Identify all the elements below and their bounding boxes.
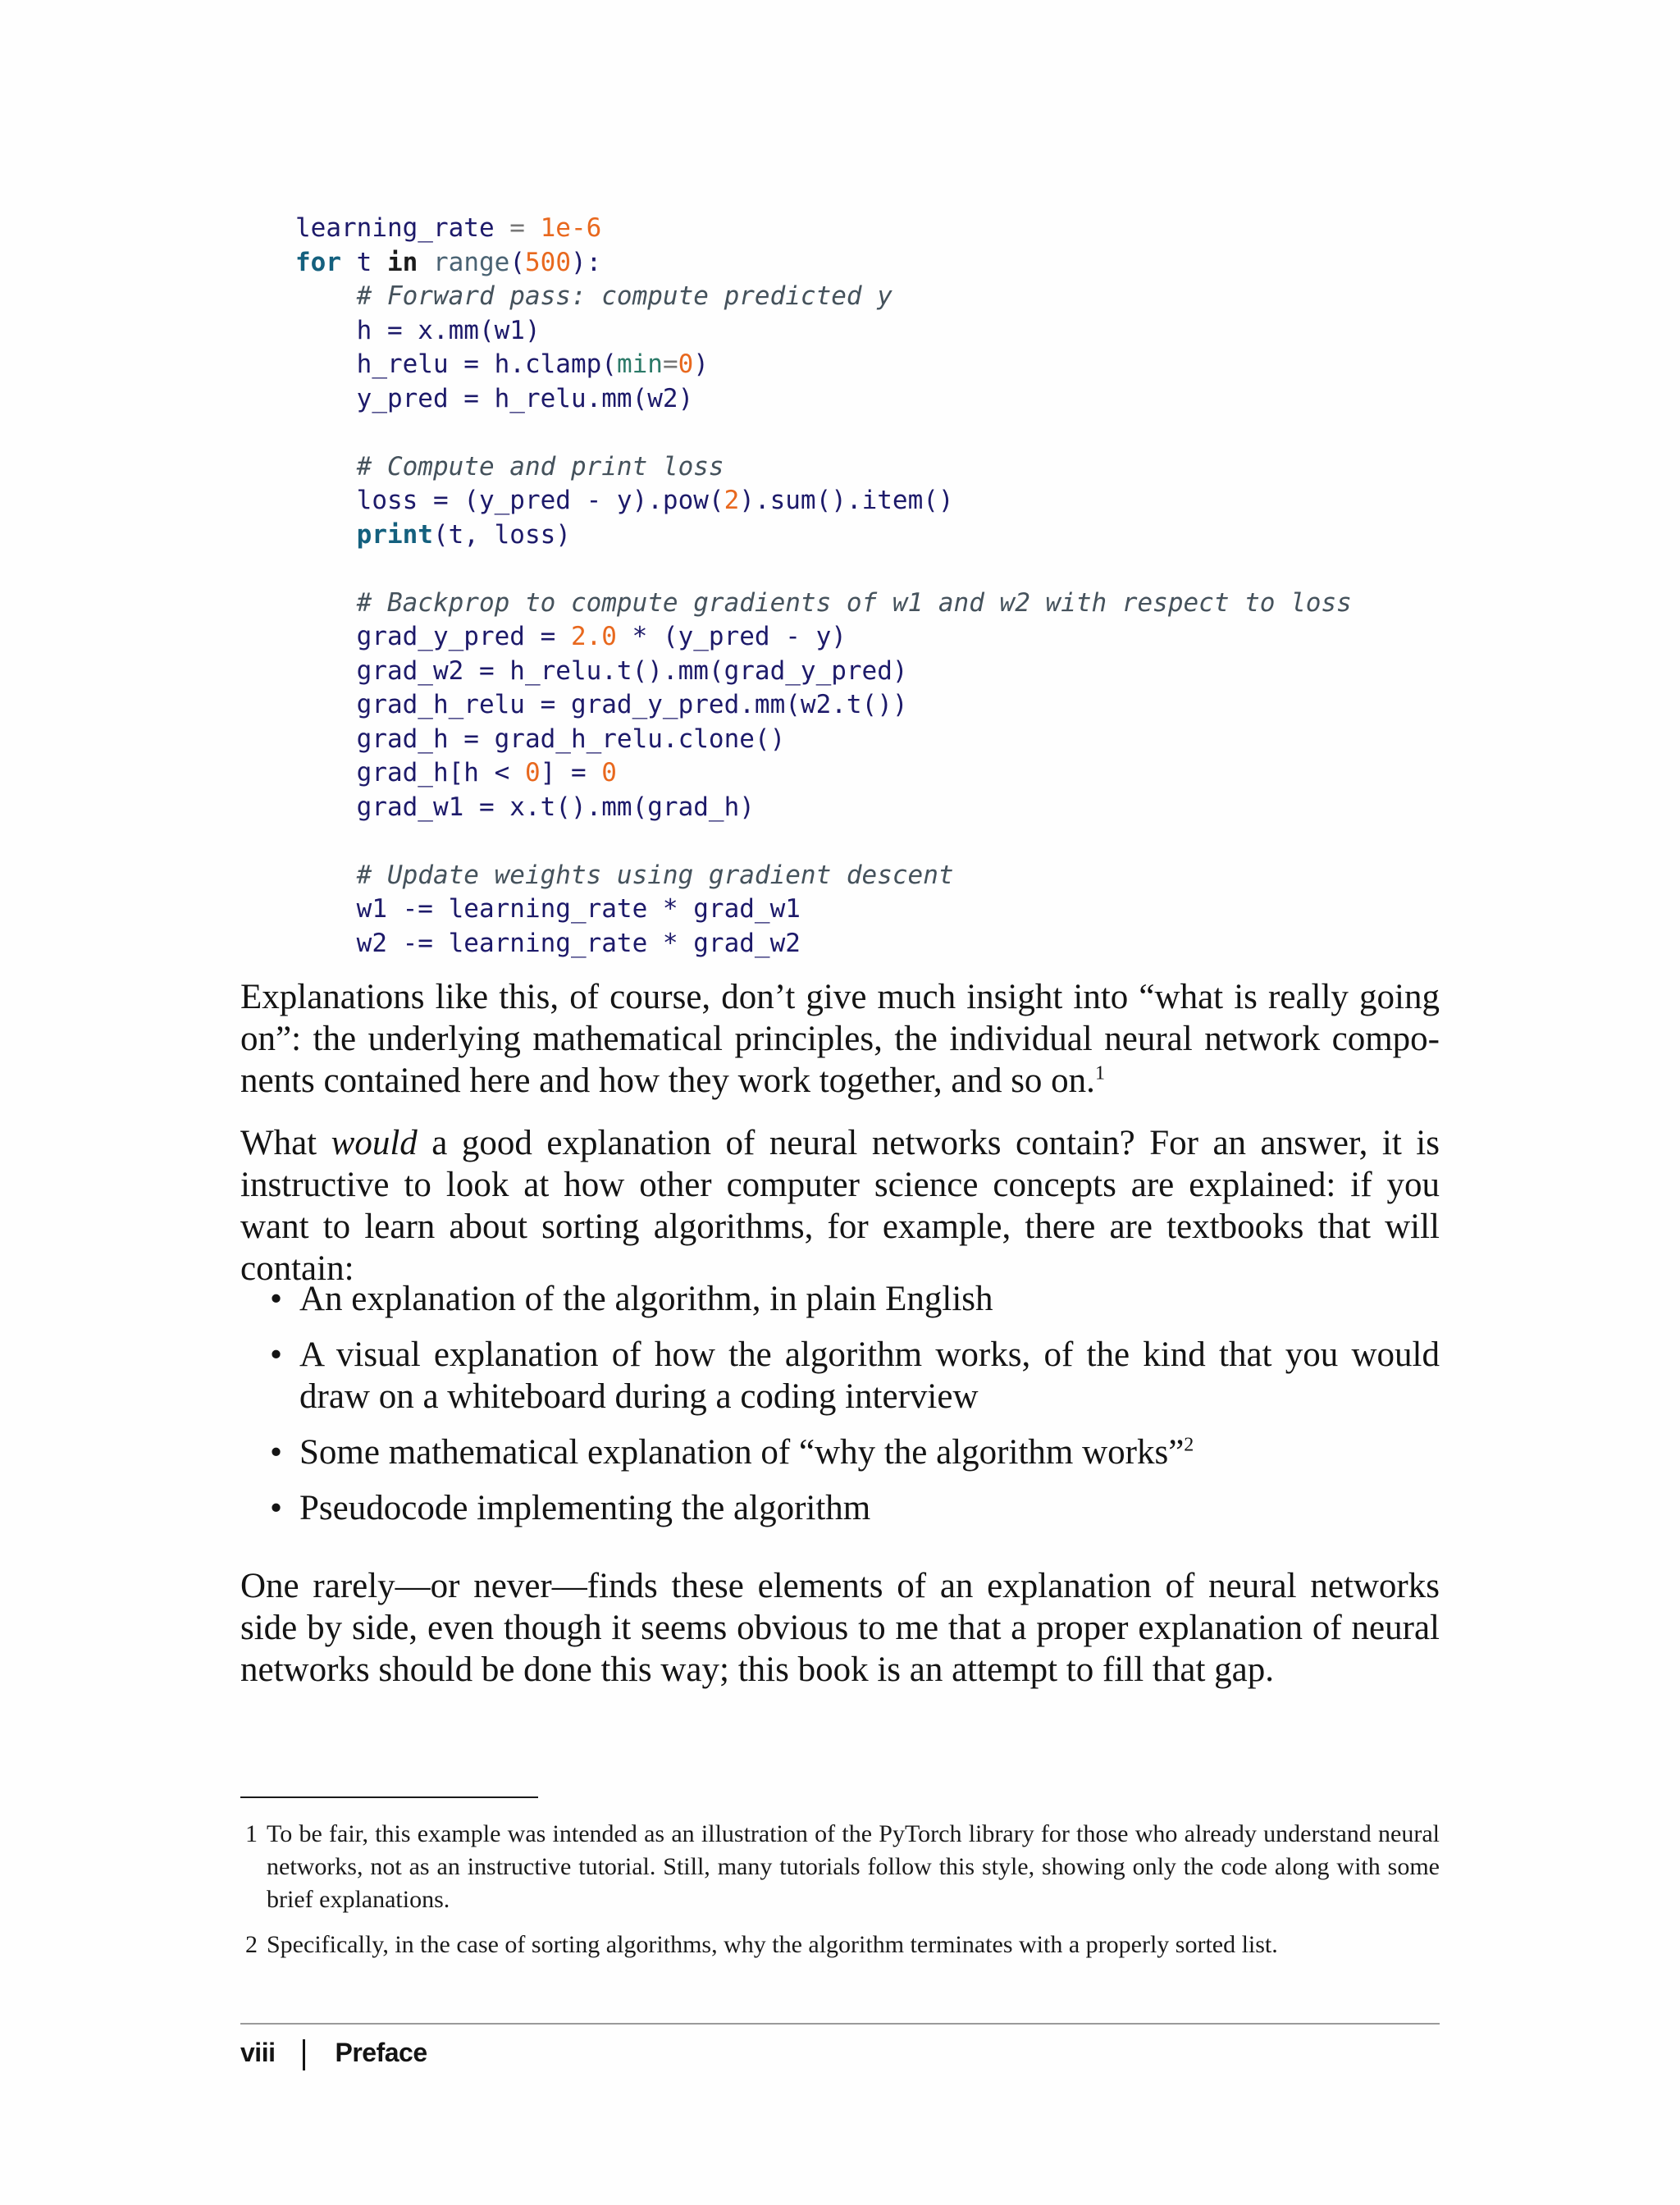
code-line bbox=[295, 688, 1352, 723]
code-token: y_pred = h_relu.mm(w2) bbox=[356, 383, 694, 413]
paragraph-text: What bbox=[240, 1124, 331, 1162]
footnote-divider bbox=[240, 1796, 538, 1798]
page-footer bbox=[240, 2031, 427, 2074]
bullet-icon: • bbox=[270, 1489, 283, 1527]
code-token: h = x.mm(w1) bbox=[356, 315, 541, 345]
code-line bbox=[295, 348, 1352, 382]
bullet-icon: • bbox=[270, 1280, 283, 1318]
list-item-text: Pseudocode implementing the algorithm bbox=[299, 1489, 871, 1527]
code-line bbox=[295, 620, 1352, 655]
code-builtin: range bbox=[433, 247, 510, 277]
code-comment: # Compute and print loss bbox=[356, 451, 724, 482]
running-section-title: Preface bbox=[335, 2038, 427, 2067]
list-item bbox=[240, 1431, 1440, 1473]
code-blank-line bbox=[295, 416, 1352, 450]
code-line bbox=[295, 314, 1352, 349]
code-token bbox=[418, 248, 433, 277]
code-token: grad_h = grad_h_relu.clone() bbox=[356, 724, 786, 754]
code-token: grad_w2 = h_relu.t().mm(grad_y_pred) bbox=[356, 655, 908, 686]
code-token: = bbox=[494, 213, 541, 243]
code-number: 0 bbox=[601, 758, 617, 788]
code-number: 0 bbox=[524, 758, 541, 788]
list-item bbox=[240, 1278, 1440, 1320]
paragraph-rarely-never bbox=[240, 1565, 1440, 1691]
code-line bbox=[295, 927, 1352, 961]
code-line bbox=[295, 382, 1352, 417]
code-keyword: for bbox=[295, 247, 341, 277]
emphasis-text: would bbox=[331, 1124, 418, 1162]
footnote-1 bbox=[240, 1818, 1440, 1916]
code-keyword-arg: min bbox=[616, 349, 663, 379]
code-token: ] = bbox=[540, 758, 602, 788]
list-item bbox=[240, 1334, 1440, 1418]
code-token: grad_w1 = x.t().mm(grad_h) bbox=[356, 792, 755, 822]
code-number: 500 bbox=[525, 247, 571, 277]
bullet-list bbox=[240, 1278, 1440, 1543]
list-item-text: A visual explanation of how the algorithm works, of the kind that you would draw on a whiteboard during a coding interview bbox=[299, 1335, 1440, 1416]
bullet-icon: • bbox=[270, 1433, 283, 1472]
code-blank-line bbox=[295, 824, 1352, 859]
page-footer-divider bbox=[240, 2023, 1440, 2025]
code-token: ).sum().item() bbox=[739, 486, 954, 515]
code-token: grad_y_pred = bbox=[356, 622, 571, 651]
code-line bbox=[295, 756, 1352, 791]
footnote-text: To be fair, this example was intended as an illustration of the PyTorch library for those who already understand neural networks, not as an instructive tutorial. Still, many tutorials follow this style, showing only the code along with some brief explanations. bbox=[267, 1820, 1440, 1913]
code-token: ) bbox=[693, 349, 709, 379]
footnote-number: 1 bbox=[245, 1820, 258, 1847]
paragraph-good-explanation bbox=[240, 1122, 1440, 1290]
code-token: * (y_pred - y) bbox=[616, 622, 847, 651]
code-line bbox=[295, 655, 1352, 689]
code-line bbox=[295, 791, 1352, 825]
footnote-number: 2 bbox=[245, 1931, 258, 1958]
code-token: h_relu = h.clamp( bbox=[356, 349, 617, 379]
code-line bbox=[295, 723, 1352, 757]
paragraph-text: a good explanation of neural networks contain? For an answer, it is instructive to look at how other computer science concepts are explained: if you want to learn about sorting algorithms, for example, there are textbooks that will contain: bbox=[240, 1124, 1440, 1288]
code-token: learning_rate bbox=[295, 213, 495, 243]
footnote-text: Specifically, in the case of sorting algorithms, why the algorithm terminates with a properly sorted list. bbox=[267, 1931, 1278, 1958]
code-line bbox=[295, 587, 1352, 621]
footnote-reference[interactable]: 1 bbox=[1094, 1062, 1105, 1084]
code-token: w2 -= learning_rate * grad_w2 bbox=[356, 928, 801, 958]
code-number: 0 bbox=[678, 349, 694, 379]
code-keyword: in bbox=[387, 247, 418, 277]
code-line bbox=[295, 280, 1352, 314]
list-item-text: Some mathematical explanation of “why the algorithm works” bbox=[299, 1433, 1185, 1472]
code-comment: # Backprop to compute gradients of w1 and w2 with respect to loss bbox=[356, 587, 1352, 618]
bullet-icon: • bbox=[270, 1335, 283, 1374]
code-comment: # Update weights using gradient descent bbox=[356, 860, 954, 890]
paragraph-text: Explanations like this, of course, don’t give much insight into “what is really going on”: the underlying mathematical principles, the individual neural network components contained here and how they work together, and so on. bbox=[240, 978, 1440, 1100]
list-item-text: An explanation of the algorithm, in plain English bbox=[299, 1280, 993, 1318]
code-blank-line bbox=[295, 552, 1352, 587]
paragraph-explanations bbox=[240, 976, 1440, 1102]
code-line bbox=[295, 212, 1352, 246]
paragraph-text: One rarely—or never—finds these elements of an explanation of neural networks side by side, even though it seems obvious to me that a proper explanation of neural networks should be done this way; this book is an attempt to fill that gap. bbox=[240, 1567, 1440, 1689]
code-token: loss = (y_pred - y).pow( bbox=[356, 486, 724, 515]
code-line bbox=[295, 246, 1352, 281]
code-line bbox=[295, 484, 1352, 518]
code-token: grad_h[h < bbox=[356, 758, 525, 788]
code-token: (t, loss) bbox=[432, 519, 571, 550]
code-keyword: print bbox=[356, 519, 433, 550]
list-item bbox=[240, 1487, 1440, 1529]
footnote-2 bbox=[240, 1929, 1440, 1961]
code-operator: = bbox=[662, 349, 678, 379]
code-line bbox=[295, 450, 1352, 485]
code-line bbox=[295, 859, 1352, 893]
code-line bbox=[295, 892, 1352, 927]
code-token: ( bbox=[509, 247, 525, 277]
code-number: 2 bbox=[724, 486, 740, 515]
code-comment: # Forward pass: compute predicted y bbox=[356, 281, 892, 311]
code-token: grad_h_relu = grad_y_pred.mm(w2.t()) bbox=[356, 690, 908, 719]
code-number: 1e-6 bbox=[540, 213, 602, 243]
code-block bbox=[295, 212, 1352, 961]
code-line bbox=[295, 518, 1352, 553]
footer-separator bbox=[303, 2039, 305, 2070]
page-number: viii bbox=[240, 2038, 276, 2067]
code-token: ): bbox=[571, 247, 602, 277]
code-token: w1 -= learning_rate * grad_w1 bbox=[356, 894, 801, 924]
footnote-reference[interactable]: 2 bbox=[1184, 1434, 1194, 1456]
code-number: 2.0 bbox=[570, 622, 617, 651]
code-token: t bbox=[341, 247, 387, 277]
